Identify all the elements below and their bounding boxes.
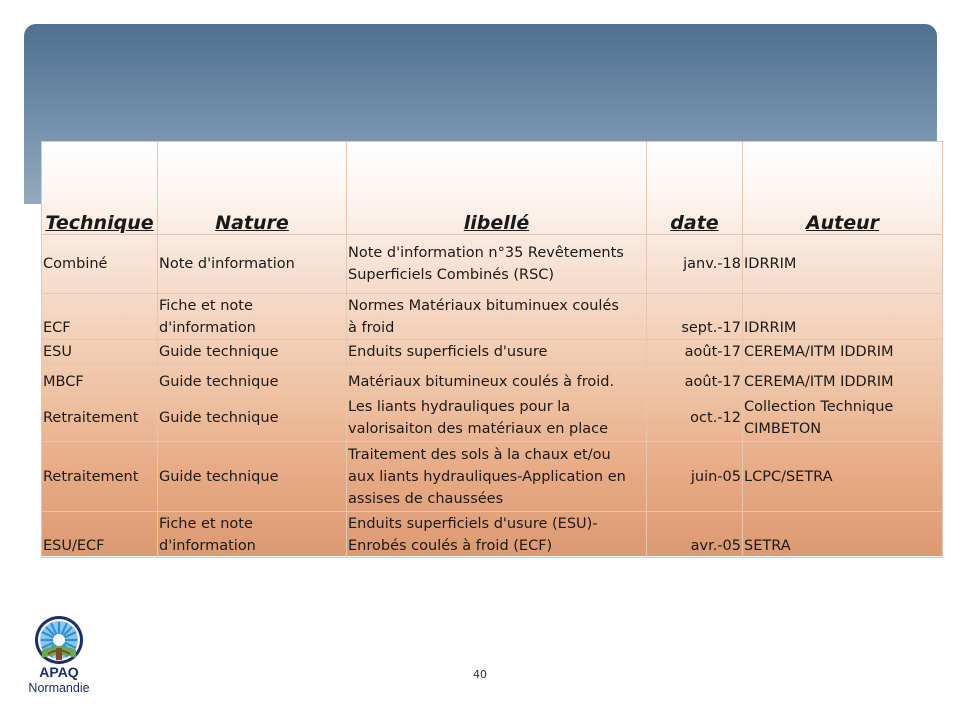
header-technique: Technique [42,142,158,235]
cell-nature: Guide technique [158,442,347,512]
cell-nature: Guide technique [158,394,347,442]
cell-technique: ESU [42,340,158,364]
header-libelle: libellé [347,142,647,235]
table-row [42,235,943,294]
documents-table-container [41,141,942,556]
cell-auteur: CEREMA/ITM IDDRIM [743,340,943,364]
table-row [42,364,943,394]
cell-date: sept.-17 [647,294,743,340]
cell-auteur: IDRRIM [743,235,943,294]
cell-nature: Fiche et note d'information [158,294,347,340]
apaq-emblem-icon [18,614,100,666]
cell-libelle: Enduits superficiels d'usure [347,340,647,364]
cell-libelle: Note d'information n°35 Revêtements Superficiels Combinés (RSC) [347,235,647,294]
table-row [42,340,943,364]
cell-libelle: Matériaux bitumineux coulés à froid. [347,364,647,394]
cell-date: juin-05 [647,442,743,512]
cell-technique: ECF [42,294,158,340]
cell-nature: Note d'information [158,235,347,294]
logo-subtitle: Normandie [28,681,90,695]
table-row [42,442,943,512]
cell-libelle: Normes Matériaux bituminuex coulés à froid [347,294,647,340]
cell-auteur: SETRA [743,512,943,558]
cell-libelle: Enduits superficiels d'usure (ESU)- Enrobés coulés à froid (ECF) [347,512,647,558]
header-date: date [647,142,743,235]
cell-auteur: IDRRIM [743,294,943,340]
cell-technique: Combiné [42,235,158,294]
cell-date: août-17 [647,340,743,364]
cell-technique: ESU/ECF [42,512,158,558]
header-nature: Nature [158,142,347,235]
cell-technique: Retraitement [42,394,158,442]
cell-technique: MBCF [42,364,158,394]
cell-libelle: Traitement des sols à la chaux et/ou aux liants hydrauliques-Application en assises de chaussées [347,442,647,512]
cell-nature: Guide technique [158,364,347,394]
page-number: 40 [473,668,487,681]
cell-auteur: CEREMA/ITM IDDRIM [743,364,943,394]
table-row [42,294,943,340]
table-header-row [42,142,943,235]
header-auteur: Auteur [743,142,943,235]
cell-date: août-17 [647,364,743,394]
cell-date: oct.-12 [647,394,743,442]
cell-auteur: Collection Technique CIMBETON [743,394,943,442]
logo-name: APAQ [39,664,79,680]
cell-libelle: Les liants hydrauliques pour la valorisaiton des matériaux en place [347,394,647,442]
table-row [42,512,943,558]
cell-auteur: LCPC/SETRA [743,442,943,512]
cell-nature: Guide technique [158,340,347,364]
cell-nature: Fiche et note d'information [158,512,347,558]
cell-date: avr.-05 [647,512,743,558]
cell-date: janv.-18 [647,235,743,294]
apaq-logo [18,614,100,700]
documents-table [41,141,943,558]
table-row [42,394,943,442]
cell-technique: Retraitement [42,442,158,512]
